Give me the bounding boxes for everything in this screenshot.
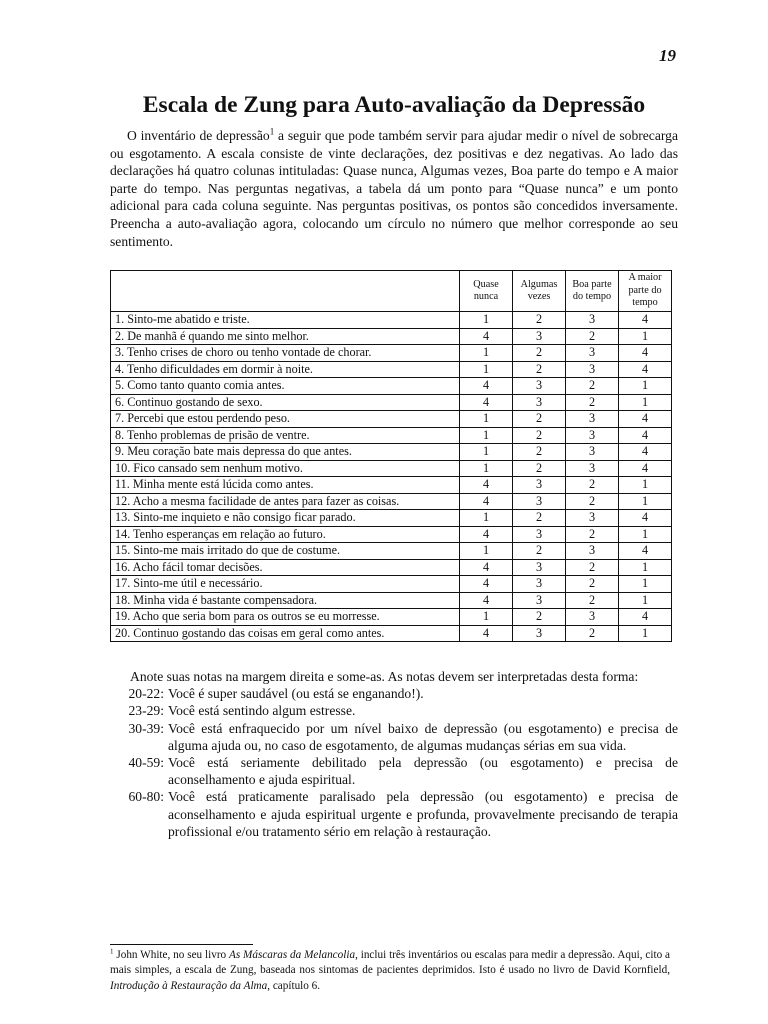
statement-cell: 5. Como tanto quanto comia antes. [111,378,460,395]
score-cell[interactable]: 1 [460,411,513,428]
score-cell[interactable]: 2 [513,444,566,461]
table-row [111,411,672,428]
score-range-description: Você está enfraquecido por um nível baixo de depressão (ou esgotamento) e precisa de alguma ajuda ou, no caso de esgotamento, de algumas mudanças sérias em sua vida. [168,720,678,753]
score-cell[interactable]: 3 [513,328,566,345]
table-body [111,312,672,642]
score-cell[interactable]: 3 [566,312,619,329]
table-row [111,460,672,477]
score-cell[interactable]: 4 [619,411,672,428]
score-cell[interactable]: 2 [513,312,566,329]
score-cell[interactable]: 2 [513,345,566,362]
table-row [111,394,672,411]
score-cell[interactable]: 4 [460,394,513,411]
score-cell[interactable]: 2 [513,411,566,428]
score-cell[interactable]: 2 [566,625,619,642]
score-cell[interactable]: 3 [513,559,566,576]
score-cell[interactable]: 1 [460,444,513,461]
score-range-item [110,685,678,702]
table-row [111,312,672,329]
score-cell[interactable]: 3 [566,427,619,444]
score-cell[interactable]: 4 [619,510,672,527]
footnote-book-title-2: Introdução à Restauração da Alma [110,979,268,992]
score-cell[interactable]: 3 [513,378,566,395]
score-cell[interactable]: 2 [566,559,619,576]
score-cell[interactable]: 3 [513,477,566,494]
score-cell[interactable]: 3 [566,609,619,626]
column-header-boa-parte: Boa parte do tempo [566,271,619,312]
statement-cell: 20. Continuo gostando das coisas em geral como antes. [111,625,460,642]
score-cell[interactable]: 2 [513,460,566,477]
score-cell[interactable]: 1 [619,625,672,642]
footnote-divider [110,944,253,945]
table-row [111,378,672,395]
score-cell[interactable]: 3 [513,394,566,411]
footnote [110,948,670,994]
statement-cell: 14. Tenho esperanças em relação ao futuro. [111,526,460,543]
statement-cell: 12. Acho a mesma facilidade de antes para fazer as coisas. [111,493,460,510]
score-cell[interactable]: 1 [460,361,513,378]
table-row [111,444,672,461]
score-cell[interactable]: 2 [566,576,619,593]
score-cell[interactable]: 1 [460,609,513,626]
statement-cell: 8. Tenho problemas de prisão de ventre. [111,427,460,444]
score-cell[interactable]: 4 [619,460,672,477]
score-cell[interactable]: 1 [460,312,513,329]
score-cell[interactable]: 4 [619,345,672,362]
score-cell[interactable]: 2 [566,328,619,345]
score-range-label: 30-39: [128,720,164,736]
score-cell[interactable]: 2 [513,543,566,560]
score-cell[interactable]: 3 [566,460,619,477]
score-cell[interactable]: 1 [619,592,672,609]
score-cell[interactable]: 4 [460,477,513,494]
footnote-book-title-1: As Máscaras da Melancolia [229,949,356,961]
score-cell[interactable]: 4 [460,378,513,395]
score-range-label: 60-80: [128,789,164,805]
score-cell[interactable]: 2 [513,609,566,626]
score-range-item [110,754,678,788]
score-cell[interactable]: 4 [460,526,513,543]
score-cell[interactable]: 1 [619,378,672,395]
table-row [111,345,672,362]
footnote-text-1: John White, no seu livro [113,949,229,961]
score-range-description: Você está sentindo algum estresse. [168,703,356,719]
score-cell[interactable]: 1 [460,345,513,362]
table-row [111,576,672,593]
score-cell[interactable]: 4 [619,444,672,461]
table-header-row [111,271,672,312]
statement-cell: 18. Minha vida é bastante compensadora. [111,592,460,609]
score-cell[interactable]: 4 [619,543,672,560]
score-range-label: 40-59: [128,755,164,771]
zung-scale-table [110,270,672,642]
score-cell[interactable]: 2 [566,493,619,510]
intro-text-start: O inventário de depressão [127,128,270,143]
score-cell[interactable]: 4 [619,427,672,444]
score-cell[interactable]: 1 [460,427,513,444]
score-cell[interactable]: 3 [566,510,619,527]
statement-cell: 13. Sinto-me inquieto e não consigo ficar parado. [111,510,460,527]
intro-paragraph [110,127,678,250]
score-range-item [110,702,678,719]
score-cell[interactable]: 2 [513,427,566,444]
score-cell[interactable]: 2 [566,526,619,543]
footnote-marker: 1 [110,947,114,956]
statement-cell: 15. Sinto-me mais irritado do que de costume. [111,543,460,560]
notes-intro: Anote suas notas na margem direita e some-as. As notas devem ser interpretadas desta forma: [130,669,639,684]
statement-column-header [111,271,460,312]
score-cell[interactable]: 2 [566,592,619,609]
column-header-maior-parte: A maior parte do tempo [619,271,672,312]
statement-cell: 2. De manhã é quando me sinto melhor. [111,328,460,345]
table-row [111,427,672,444]
score-cell[interactable]: 3 [566,444,619,461]
footnote-text-3: , capítulo 6. [267,979,321,992]
score-cell[interactable]: 1 [460,460,513,477]
score-ranges [110,685,678,840]
statement-cell: 3. Tenho crises de choro ou tenho vontade de chorar. [111,345,460,362]
intro-text-rest: a seguir que pode também servir para ajudar medir o nível de sobrecarga ou esgotamento. A escala consiste de vinte declarações, dez positivas e dez negativas. Ao lado das declarações há quatro colunas intituladas: Quase nunca, Algumas vezes, Boa parte do tempo e A maior parte do tempo. Nas perguntas negativas, a tabela dá um ponto para “Quase nunca” e um ponto adicional para cada coluna seguinte. Nas perguntas positivas, os pontos são concedidos inversamente. Preencha a auto-avaliação agora, colocando um círculo no número que melhor corresponde ao seu sentimento. [110,128,678,249]
score-cell[interactable]: 4 [460,592,513,609]
column-header-algumas-vezes: Algumas vezes [513,271,566,312]
score-cell[interactable]: 1 [460,510,513,527]
statement-cell: 16. Acho fácil tomar decisões. [111,559,460,576]
table-row [111,510,672,527]
footnote-text-2: , inclui três inventários ou escalas para medir a depressão. Aqui, cito a mais simples, a escala de Zung, baseada nos sintomas de pacientes deprimidos. Isto é usado no livro de David Kornfield, [110,949,670,977]
score-cell[interactable]: 3 [513,592,566,609]
score-cell[interactable]: 3 [513,625,566,642]
statement-cell: 9. Meu coração bate mais depressa do que antes. [111,444,460,461]
table-row [111,592,672,609]
score-cell[interactable]: 2 [566,394,619,411]
score-cell[interactable]: 1 [619,394,672,411]
score-cell[interactable]: 1 [619,477,672,494]
score-cell[interactable]: 2 [513,361,566,378]
score-range-label: 23-29: [128,703,164,719]
footnote-reference: 1 [269,126,275,137]
score-cell[interactable]: 1 [460,543,513,560]
score-cell[interactable]: 3 [566,361,619,378]
table-row [111,328,672,345]
score-cell[interactable]: 2 [513,510,566,527]
score-range-description: Você está seriamente debilitado pela depressão (ou esgotamento) e precisa de aconselhamento e ajuda espiritual. [168,755,678,788]
table-row [111,477,672,494]
score-cell[interactable]: 4 [460,559,513,576]
statement-cell: 11. Minha mente está lúcida como antes. [111,477,460,494]
page-title: Escala de Zung para Auto-avaliação da Depressão [142,92,646,118]
score-range-description: Você está praticamente paralisado pela depressão (ou esgotamento) e precisa de aconselhamento e ajuda espiritual urgente e profunda, provavelmente precisando de terapia profissional e/ou tratamento sério em relação à restauração. [168,789,678,839]
score-cell[interactable]: 4 [460,576,513,593]
score-cell[interactable]: 4 [619,609,672,626]
interpretation-notes [110,668,678,840]
score-cell[interactable]: 4 [460,328,513,345]
score-cell[interactable]: 3 [566,543,619,560]
score-cell[interactable]: 3 [566,345,619,362]
score-cell[interactable]: 1 [619,526,672,543]
score-range-description: Você é super saudável (ou está se enganando!). [168,686,424,702]
score-range-item [110,720,678,754]
table-row [111,543,672,560]
statement-cell: 10. Fico cansado sem nenhum motivo. [111,460,460,477]
table-row [111,493,672,510]
score-range-item [110,788,678,840]
score-cell[interactable]: 4 [619,361,672,378]
score-cell[interactable]: 3 [513,576,566,593]
score-cell[interactable]: 1 [619,576,672,593]
table-row [111,526,672,543]
score-cell[interactable]: 2 [566,378,619,395]
score-cell[interactable]: 3 [566,411,619,428]
statement-cell: 7. Percebi que estou perdendo peso. [111,411,460,428]
statement-cell: 19. Acho que seria bom para os outros se eu morresse. [111,609,460,626]
table-row [111,609,672,626]
score-cell[interactable]: 1 [619,328,672,345]
score-cell[interactable]: 1 [619,493,672,510]
statement-cell: 1. Sinto-me abatido e triste. [111,312,460,329]
score-cell[interactable]: 1 [619,559,672,576]
statement-cell: 17. Sinto-me útil e necessário. [111,576,460,593]
score-cell[interactable]: 2 [566,477,619,494]
score-cell[interactable]: 4 [460,493,513,510]
table-row [111,559,672,576]
page-number: 19 [659,46,676,65]
score-cell[interactable]: 4 [619,312,672,329]
table-row [111,361,672,378]
column-header-quase-nunca: Quase nunca [460,271,513,312]
table-row [111,625,672,642]
statement-cell: 6. Continuo gostando de sexo. [111,394,460,411]
score-cell[interactable]: 4 [460,625,513,642]
score-cell[interactable]: 3 [513,526,566,543]
statement-cell: 4. Tenho dificuldades em dormir à noite. [111,361,460,378]
score-range-label: 20-22: [128,686,164,702]
score-cell[interactable]: 3 [513,493,566,510]
